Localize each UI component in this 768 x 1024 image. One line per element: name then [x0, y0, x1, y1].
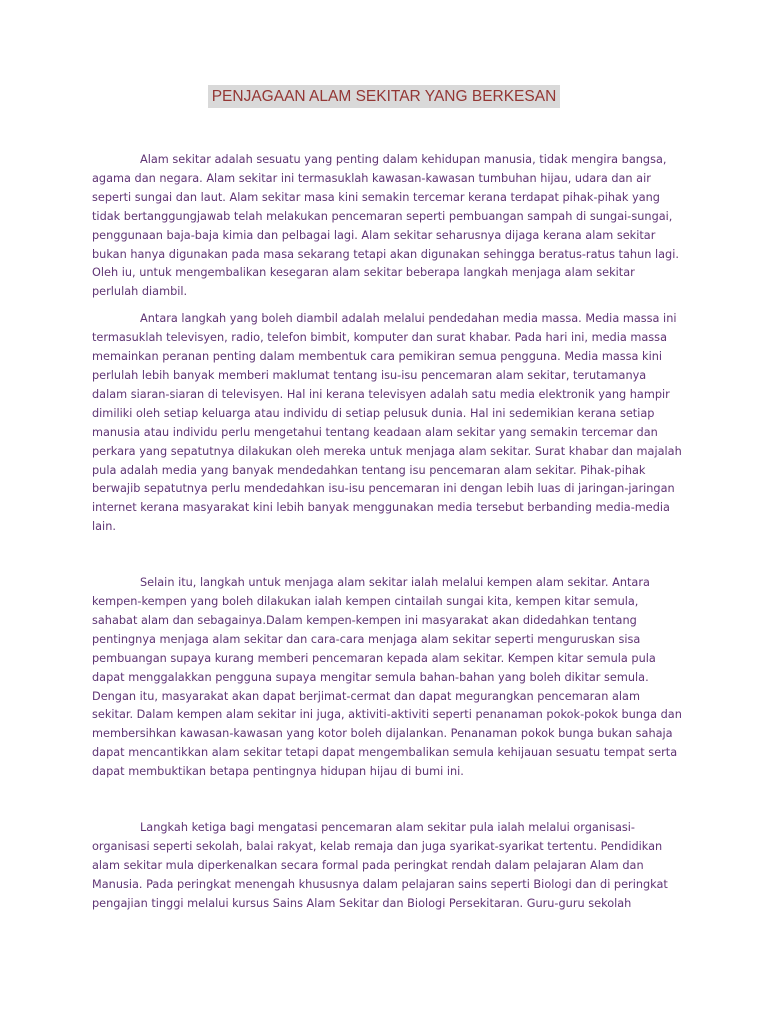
paragraph-3: Selain itu, langkah untuk menjaga alam sekitar ialah melalui kempen alam sekitar. Antara kempen-kempen yang boleh dilakukan ialah kempen cintailah sungai kita, kempen kitar semula, sahabat alam dan sebagainya.Dalam kempen-kempen ini masyarakat akan didedahkan tentang pentingnya menjaga alam sekitar dan cara-cara menjaga alam sekitar seperti menguruskan sisa pembuangan supaya kurang memberi pencemaran kepada alam sekitar. Kempen kitar semula pula dapat menggalakkan pengguna supaya mengitar semula bahan-bahan yang boleh dikitar semula. Dengan itu, masyarakat akan dapat berjimat-cermat dan dapat megurangkan pencemaran alam sekitar. Dalam kempen alam sekitar ini juga, aktiviti-aktiviti seperti penanaman pokok-pokok bunga dan membersihkan kawasan-kawasan yang kotor boleh dijalankan. Penanaman pokok bunga bukan sahaja dapat mencantikkan alam sekitar tetapi dapat mengembalikan semula kehijauan sesuatu tempat serta dapat membuktikan betapa pentingnya hidupan hijau di bumi ini. [92, 576, 682, 779]
title-container [0, 85, 768, 108]
document-body [92, 151, 682, 914]
paragraph-2: Antara langkah yang boleh diambil adalah melalui pendedahan media massa. Media massa ini termasuklah televisyen, radio, telefon bimbit, komputer dan surat khabar. Pada hari ini, media massa memainkan peranan penting dalam membentuk cara pemikiran semua pengguna. Media massa kini perlulah lebih banyak memberi maklumat tentang isu-isu pencemaran alam sekitar, terutamanya dalam siaran-siaran di televisyen. Hal ini kerana televisyen adalah satu media elektronik yang hampir dimiliki oleh setiap keluarga atau individu di setiap pelusuk dunia. Hal ini sedemikian kerana setiap manusia atau individu perlu mengetahui tentang keadaan alam sekitar yang semakin tercemar dan perkara yang sepatutnya dilakukan oleh mereka untuk menjaga alam sekitar. Surat khabar dan majalah pula adalah media yang banyak mendedahkan tentang isu pencemaran alam sekitar. Pihak-pihak berwajib sepatutnya perlu mendedahkan isu-isu pencemaran ini dengan lebih luas di jaringan-jaringan internet kerana masyarakat kini lebih banyak menggunakan media tersebut berbanding media-media lain. [92, 312, 682, 534]
paragraph-4: Langkah ketiga bagi mengatasi pencemaran alam sekitar pula ialah melalui organisasi-organisasi seperti sekolah, balai rakyat, kelab remaja dan juga syarikat-syarikat tertentu. Pendidikan alam sekitar mula diperkenalkan secara formal pada peringkat rendah dalam pelajaran Alam dan Manusia. Pada peringkat menengah khususnya dalam pelajaran sains seperti Biologi dan di peringkat pengajian tinggi melalui kursus Sains Alam Sekitar dan Biologi Persekitaran. Guru-guru sekolah [92, 821, 668, 910]
document-title: PENJAGAAN ALAM SEKITAR YANG BERKESAN [208, 85, 561, 108]
paragraph-1: Alam sekitar adalah sesuatu yang penting dalam kehidupan manusia, tidak mengira bangsa, agama dan negara. Alam sekitar ini termasuklah kawasan-kawasan tumbuhan hijau, udara dan air seperti sungai dan laut. Alam sekitar masa kini semakin tercemar kerana terdapat pihak-pihak yang tidak bertanggungjawab telah melakukan pencemaran seperti pembuangan sampah di sungai-sungai, penggunaan baja-baja kimia dan pelbagai lagi. Alam sekitar seharusnya dijaga kerana alam sekitar bukan hanya digunakan pada masa sekarang tetapi akan digunakan sehingga beratus-ratus tahun lagi. Oleh iu, untuk mengembalikan kesegaran alam sekitar beberapa langkah menjaga alam sekitar perlulah diambil. [92, 153, 679, 299]
